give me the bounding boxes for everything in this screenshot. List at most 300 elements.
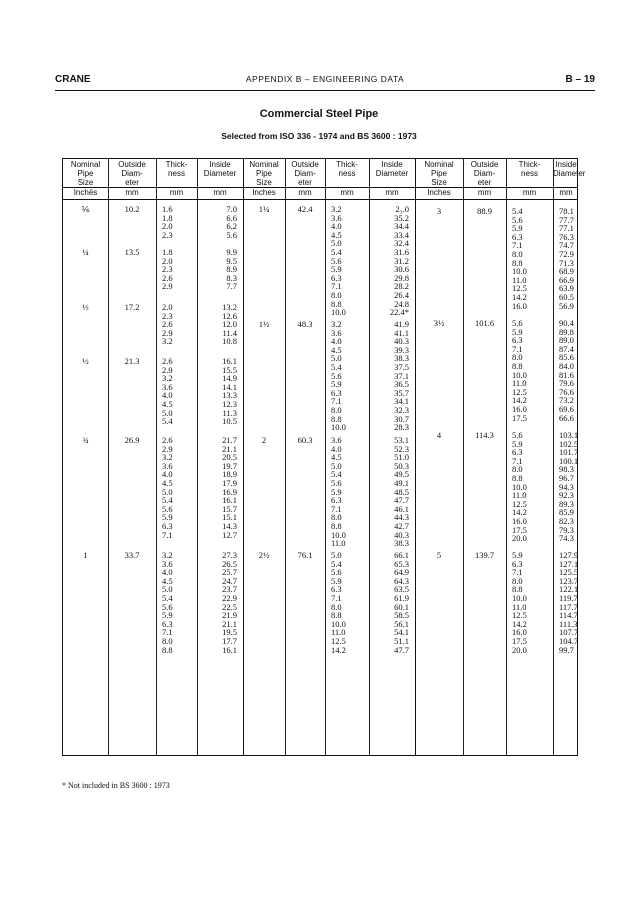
thickness-column: [331, 436, 363, 548]
inside-diameter-cell: 30.7: [394, 413, 409, 424]
column-header: [108, 160, 156, 187]
thickness-cell: 2.0: [162, 221, 173, 232]
thickness-cell: 11.0: [512, 601, 527, 612]
inside-diameter-cell: 14.3: [222, 520, 237, 531]
inside-diameter-cell: 104.7: [559, 635, 579, 646]
thickness-cell: 5.0: [331, 460, 342, 471]
inside-diameter-column: [203, 205, 237, 239]
column-header: [463, 160, 506, 187]
thickness-cell: 5.6: [162, 601, 173, 612]
column-header-line: Outside: [470, 160, 499, 169]
inside-diameter-cell: 77.7: [559, 214, 574, 225]
thickness-cell: 12.5: [512, 610, 527, 621]
thickness-column: [331, 205, 363, 317]
thickness-cell: 2.6: [162, 435, 173, 445]
outside-diameter-cell: 60.3: [297, 435, 313, 445]
nominal-size-cell: ⅓: [82, 302, 89, 312]
thickness-cell: 5.9: [331, 264, 342, 275]
header-section: APPENDIX B – ENGINEERING DATA: [245, 74, 405, 84]
thickness-cell: 12.5: [512, 498, 527, 509]
inside-diameter-cell: 14.9: [222, 373, 237, 384]
inside-diameter-cell: 44.3: [394, 512, 409, 523]
thickness-cell: 8.0: [512, 352, 523, 363]
thickness-cell: 8.0: [512, 464, 523, 475]
thickness-cell: 8.8: [162, 644, 173, 655]
inside-diameter-cell: 60.1: [394, 601, 409, 612]
column-header-line: Outside: [118, 160, 146, 169]
outside-diameter-cell: 76.1: [297, 550, 313, 560]
column-header: [415, 160, 463, 187]
column-header-line: Size: [256, 178, 272, 187]
thickness-cell: 4.0: [162, 567, 173, 578]
column-unit: mm: [522, 188, 537, 197]
inside-diameter-cell: 94.3: [559, 481, 574, 492]
inside-diameter-cell: 64.3: [394, 575, 409, 586]
column-header-line: Thick-: [165, 160, 188, 169]
inside-diameter-cell: 8.3: [226, 272, 237, 283]
nominal-size-cell: 1½: [258, 319, 270, 329]
outside-diameter-cell: 48.3: [297, 319, 313, 329]
inside-diameter-cell: 22.9: [222, 592, 237, 603]
thickness-cell: 14.2: [512, 395, 527, 406]
column-divider: [243, 159, 244, 755]
thickness-cell: 5.4: [331, 558, 342, 569]
thickness-cell: 3.2: [162, 452, 173, 463]
inside-diameter-cell: 9.5: [226, 255, 237, 266]
inside-diameter-cell: 23.7: [222, 584, 237, 595]
thickness-cell: 4.5: [331, 229, 342, 240]
thickness-column: [512, 431, 547, 543]
inside-diameter-cell: 29.8: [394, 272, 409, 283]
thickness-cell: 5.4: [512, 206, 523, 216]
thickness-cell: 5.9: [162, 610, 173, 621]
column-header-line: Outside: [291, 160, 319, 169]
thickness-cell: 11.0: [331, 627, 346, 638]
thickness-column: [331, 551, 363, 654]
inside-diameter-cell: 101.7: [559, 447, 579, 458]
column-header-line: Diam-: [121, 169, 143, 178]
thickness-cell: 10.0: [331, 422, 346, 433]
thickness-cell: 20.0: [512, 644, 527, 655]
inside-diameter-cell: 21.7: [222, 435, 237, 445]
inside-diameter-cell: 66.9: [559, 274, 574, 285]
thickness-cell: 5.9: [331, 486, 342, 497]
inside-diameter-cell: 33.4: [394, 229, 409, 240]
inside-diameter-cell: 24.7: [222, 575, 237, 586]
thickness-cell: 20.0: [512, 533, 527, 544]
inside-diameter-cell: 71.3: [559, 257, 574, 268]
inside-diameter-cell: 11.3: [222, 407, 237, 418]
inside-diameter-cell: 19.7: [222, 460, 237, 471]
thickness-cell: 8.8: [512, 257, 523, 268]
inside-diameter-cell: 17.7: [222, 635, 237, 646]
column-unit: mm: [559, 188, 573, 197]
inside-diameter-cell: 42.7: [394, 520, 409, 531]
inside-diameter-column: [559, 430, 579, 544]
column-divider: [156, 159, 157, 755]
inside-diameter-cell: 76.3: [559, 231, 574, 242]
inside-diameter-cell: 15.5: [222, 364, 237, 375]
inside-diameter-cell: 35.2: [394, 212, 409, 223]
inside-diameter-column: [203, 436, 237, 539]
column-divider: [506, 159, 507, 755]
thickness-cell: 10.0: [512, 266, 527, 277]
inside-diameter-cell: 68.9: [559, 266, 574, 277]
thickness-cell: 4.0: [162, 469, 173, 480]
inside-diameter-cell: 102.5: [559, 438, 579, 449]
thickness-column: [162, 357, 191, 426]
nominal-size-cell: ⅙: [81, 204, 90, 214]
thickness-cell: 5.9: [512, 438, 523, 449]
thickness-cell: 8.0: [331, 289, 342, 300]
inside-diameter-cell: 34.4: [394, 221, 409, 232]
thickness-column: [162, 303, 191, 346]
nominal-size-cell: ¼: [82, 247, 89, 257]
column-unit: mm: [125, 188, 139, 197]
thickness-cell: 7.1: [512, 567, 523, 578]
thickness-cell: 8.8: [331, 413, 342, 424]
page-title: Commercial Steel Pipe: [259, 108, 379, 120]
thickness-cell: 6.3: [162, 618, 173, 629]
thickness-cell: 3.2: [162, 550, 173, 560]
thickness-cell: 7.1: [331, 396, 342, 407]
inside-diameter-cell: 30.6: [394, 264, 409, 275]
column-header-line: Nominal: [70, 160, 101, 169]
unit-divider: [63, 199, 577, 200]
thickness-cell: 12.5: [331, 635, 346, 646]
thickness-cell: 7.1: [162, 529, 173, 540]
inside-diameter-cell: 17.9: [222, 477, 237, 488]
thickness-cell: 16.0: [512, 515, 527, 526]
thickness-cell: 1.8: [162, 247, 173, 257]
thickness-cell: 14.2: [512, 507, 527, 518]
thickness-cell: 8.0: [331, 601, 342, 612]
inside-diameter-cell: 61.9: [394, 592, 409, 603]
inside-diameter-cell: 27.3: [222, 550, 237, 560]
thickness-cell: 5.9: [331, 379, 342, 390]
thickness-cell: 8.0: [331, 404, 342, 415]
inside-diameter-cell: 66.6: [559, 412, 574, 423]
inside-diameter-cell: 15.1: [222, 512, 237, 523]
column-header-line: Thick-: [518, 160, 541, 169]
inside-diameter-cell: 35.7: [394, 387, 409, 398]
thickness-cell: 2.3: [162, 310, 173, 321]
thickness-column: [162, 551, 191, 654]
thickness-cell: 5.0: [331, 238, 342, 249]
inside-diameter-cell: 72.9: [559, 248, 574, 259]
column-header: [156, 160, 197, 178]
thickness-cell: 7.1: [512, 240, 523, 251]
column-header: [197, 160, 243, 178]
inside-diameter-cell: 6.6: [226, 212, 237, 223]
thickness-cell: 8.8: [512, 472, 523, 483]
inside-diameter-cell: 65.3: [394, 558, 409, 569]
outside-diameter-cell: 42.4: [297, 204, 313, 214]
inside-diameter-cell: 85.6: [559, 352, 574, 363]
column-header-line: ness: [168, 169, 185, 178]
thickness-cell: 5.4: [162, 592, 173, 603]
column-divider: [553, 159, 554, 755]
inside-diameter-cell: 12.0: [222, 319, 237, 330]
nominal-size-cell: 2½: [258, 550, 270, 560]
inside-diameter-cell: 76.6: [559, 386, 574, 397]
inside-diameter-cell: 64.9: [394, 567, 409, 578]
thickness-cell: 5.6: [331, 370, 342, 381]
outside-diameter-cell: 17.2: [124, 302, 140, 312]
inside-diameter-cell: 49.5: [394, 469, 409, 480]
inside-diameter-cell: 79.6: [559, 378, 574, 389]
inside-diameter-cell: 39.3: [394, 344, 409, 355]
inside-diameter-cell: 34.1: [394, 396, 409, 407]
nominal-size-cell: 1¼: [258, 204, 270, 214]
nominal-size-cell: 1: [83, 550, 88, 560]
thickness-cell: 3.6: [331, 435, 342, 445]
inside-diameter-cell: 56.9: [559, 300, 574, 311]
thickness-cell: 5.6: [512, 318, 523, 328]
inside-diameter-cell: 36.5: [394, 379, 409, 390]
thickness-cell: 5.6: [331, 477, 342, 488]
inside-diameter-cell: 98.3: [559, 464, 574, 475]
thickness-cell: 5.0: [162, 584, 173, 595]
inside-diameter-cell: 54.1: [394, 627, 409, 638]
outside-diameter-cell: 114.3: [475, 430, 494, 440]
thickness-cell: 8.8: [331, 610, 342, 621]
inside-diameter-cell: 16.1: [222, 356, 237, 366]
running-header: [55, 74, 595, 88]
inside-diameter-cell: 79.3: [559, 524, 574, 535]
inside-diameter-cell: 7.7: [226, 281, 237, 292]
inside-diameter-cell: 81.6: [559, 369, 574, 380]
inside-diameter-cell: 74.7: [559, 240, 574, 251]
thickness-cell: 5.9: [331, 575, 342, 586]
thickness-cell: 11.0: [331, 538, 346, 549]
thickness-cell: 3.6: [331, 212, 342, 223]
header-rule: [55, 90, 595, 91]
inside-diameter-cell: 125.5: [559, 567, 579, 578]
inside-diameter-column: [375, 320, 409, 432]
column-header: [243, 160, 285, 187]
thickness-cell: 4.0: [331, 336, 342, 347]
thickness-cell: 17.5: [512, 524, 527, 535]
thickness-cell: 10.0: [331, 618, 346, 629]
inside-diameter-cell: 69.6: [559, 403, 574, 414]
inside-diameter-cell: 123.7: [559, 575, 579, 586]
thickness-cell: 4.5: [331, 452, 342, 463]
thickness-cell: 5.6: [512, 214, 523, 225]
thickness-cell: 3.6: [162, 558, 173, 569]
column-unit: mm: [340, 188, 354, 197]
inside-diameter-cell: 2₃.0: [395, 204, 409, 214]
inside-diameter-cell: 49.1: [394, 477, 409, 488]
inside-diameter-cell: 48.5: [394, 486, 409, 497]
thickness-cell: 3.6: [331, 327, 342, 338]
inside-diameter-cell: 12.7: [222, 529, 237, 540]
inside-diameter-cell: 5.6: [226, 229, 237, 240]
thickness-cell: 3.2: [331, 319, 342, 329]
thickness-cell: 16.0: [512, 403, 527, 414]
thickness-cell: 4.5: [162, 398, 173, 409]
column-header-line: ness: [521, 169, 538, 178]
thickness-cell: 11.0: [512, 490, 527, 501]
inside-diameter-column: [203, 303, 237, 346]
column-header-line: eter: [298, 178, 312, 187]
thickness-cell: 5.6: [162, 503, 173, 514]
column-unit: mm: [298, 188, 312, 197]
header-page-number: B – 19: [565, 74, 595, 85]
column-header-line: Diam-: [473, 169, 496, 178]
inside-diameter-cell: 13.3: [222, 390, 237, 401]
thickness-cell: 6.3: [512, 558, 523, 569]
nominal-size-cell: 3½: [433, 318, 445, 328]
thickness-cell: 8.0: [512, 248, 523, 259]
column-header-line: eter: [477, 178, 492, 187]
nominal-size-cell: 2: [261, 435, 267, 445]
thickness-cell: 5.9: [512, 326, 523, 337]
thickness-cell: 11.0: [512, 274, 527, 285]
inside-diameter-cell: 111.3: [559, 618, 578, 629]
header-publisher: CRANE: [55, 74, 91, 85]
inside-diameter-cell: 96.7: [559, 472, 574, 483]
inside-diameter-cell: 82.3: [559, 515, 574, 526]
thickness-cell: 3.6: [162, 460, 173, 471]
thickness-cell: 8.8: [512, 584, 523, 595]
thickness-cell: 4.5: [331, 344, 342, 355]
thickness-cell: 5.0: [331, 353, 342, 364]
thickness-cell: 5.6: [331, 567, 342, 578]
thickness-cell: 8.0: [162, 635, 173, 646]
steel-pipe-table: [62, 158, 586, 756]
inside-diameter-cell: 28.3: [394, 422, 409, 433]
thickness-cell: 4.0: [331, 443, 342, 454]
inside-diameter-cell: 74.3: [559, 533, 574, 544]
inside-diameter-cell: 9.9: [226, 247, 237, 257]
inside-diameter-column: [203, 551, 237, 654]
column-header-line: eter: [125, 178, 139, 187]
column-header-line: Diameter: [203, 169, 237, 178]
column-unit: Inches: [427, 188, 451, 197]
inside-diameter-cell: 21.9: [222, 610, 237, 621]
nominal-size-cell: 4: [436, 430, 442, 440]
thickness-cell: 12.5: [512, 283, 527, 294]
inside-diameter-cell: 85.9: [559, 507, 574, 518]
thickness-cell: 10.0: [512, 369, 527, 380]
thickness-cell: 5.4: [162, 495, 173, 506]
footnote: * Not included in BS 3600 : 1973: [62, 781, 170, 790]
thickness-cell: 5.9: [162, 512, 173, 523]
column-header: [63, 160, 108, 187]
thickness-cell: 16.0: [512, 627, 527, 638]
inside-diameter-cell: 87.4: [559, 343, 574, 354]
thickness-column: [331, 320, 363, 432]
inside-diameter-cell: 63.9: [559, 283, 574, 294]
thickness-cell: 2.3: [162, 264, 173, 275]
inside-diameter-cell: 32.3: [394, 404, 409, 415]
inside-diameter-cell: 77.1: [559, 223, 574, 234]
thickness-cell: 8.8: [512, 360, 523, 371]
inside-diameter-column: [375, 551, 409, 654]
inside-diameter-cell: 6.2: [226, 221, 237, 232]
column-header: [325, 160, 369, 178]
column-header-line: Nominal: [249, 160, 279, 169]
inside-diameter-cell: 22.5: [222, 601, 237, 612]
inside-diameter-cell: 12.6: [222, 310, 237, 321]
inside-diameter-cell: 38.3: [394, 538, 409, 549]
inside-diameter-cell: 18.9: [222, 469, 237, 480]
column-header-line: Nominal: [424, 160, 454, 169]
inside-diameter-cell: 8.9: [226, 264, 237, 275]
column-unit: Inches: [252, 188, 276, 197]
column-header-line: Pipe: [255, 169, 272, 178]
inside-diameter-cell: 60.5: [559, 291, 574, 302]
inside-diameter-cell: 50.3: [394, 460, 409, 471]
inside-diameter-cell: 78.1: [559, 206, 574, 216]
thickness-cell: 6.3: [512, 335, 523, 346]
thickness-cell: 2.0: [162, 302, 173, 312]
inside-diameter-cell: 52.3: [394, 443, 409, 454]
inside-diameter-cell: 10.8: [222, 336, 237, 347]
thickness-cell: 6.3: [331, 584, 342, 595]
column-unit: mm: [477, 188, 492, 197]
inside-diameter-cell: 119.7: [559, 592, 578, 603]
inside-diameter-cell: 103.1: [559, 430, 579, 440]
inside-diameter-cell: 53.1: [394, 435, 409, 445]
inside-diameter-cell: 32.4: [394, 238, 409, 249]
inside-diameter-cell: 26.4: [394, 289, 409, 300]
inside-diameter-cell: 89.0: [559, 335, 574, 346]
thickness-cell: 8.8: [331, 520, 342, 531]
inside-diameter-cell: 63.5: [394, 584, 409, 595]
inside-diameter-cell: 114.7: [559, 610, 578, 621]
outside-diameter-cell: 26.9: [124, 435, 140, 445]
column-unit: mm: [385, 188, 399, 197]
thickness-cell: 8.8: [331, 298, 342, 309]
thickness-cell: 7.1: [331, 281, 342, 292]
thickness-cell: 7.1: [331, 592, 342, 603]
inside-diameter-cell: 41.1: [394, 327, 409, 338]
thickness-column: [162, 248, 191, 291]
nominal-size-cell: 5: [436, 550, 442, 560]
outside-diameter-cell: 88.9: [477, 206, 492, 216]
inside-diameter-cell: 107.7: [559, 627, 579, 638]
inside-diameter-cell: 58.5: [394, 610, 409, 621]
inside-diameter-cell: 19.5: [222, 627, 237, 638]
thickness-cell: 7.1: [512, 455, 523, 466]
thickness-column: [162, 205, 191, 239]
inside-diameter-cell: 16.9: [222, 486, 237, 497]
inside-diameter-cell: 41.9: [394, 319, 409, 329]
outside-diameter-cell: 139.7: [474, 550, 495, 560]
inside-diameter-column: [559, 550, 579, 655]
column-divider: [463, 159, 464, 755]
thickness-cell: 7.1: [162, 627, 173, 638]
inside-diameter-cell: 89.3: [559, 498, 574, 509]
thickness-cell: 4.0: [331, 221, 342, 232]
thickness-cell: 5.4: [162, 416, 173, 427]
thickness-cell: 6.3: [331, 387, 342, 398]
inside-diameter-cell: 47.7: [394, 644, 409, 655]
thickness-column: [512, 319, 547, 422]
thickness-cell: 4.5: [162, 575, 173, 586]
inside-diameter-cell: 12.3: [222, 398, 237, 409]
outside-diameter-cell: 13.5: [124, 247, 140, 257]
thickness-column: [512, 207, 547, 310]
column-header-line: Thick-: [336, 160, 358, 169]
thickness-cell: 11.0: [512, 378, 527, 389]
thickness-cell: 5.9: [512, 223, 523, 234]
thickness-cell: 5.6: [512, 430, 523, 440]
thickness-cell: 14.2: [512, 618, 527, 629]
thickness-cell: 7.1: [512, 343, 523, 354]
